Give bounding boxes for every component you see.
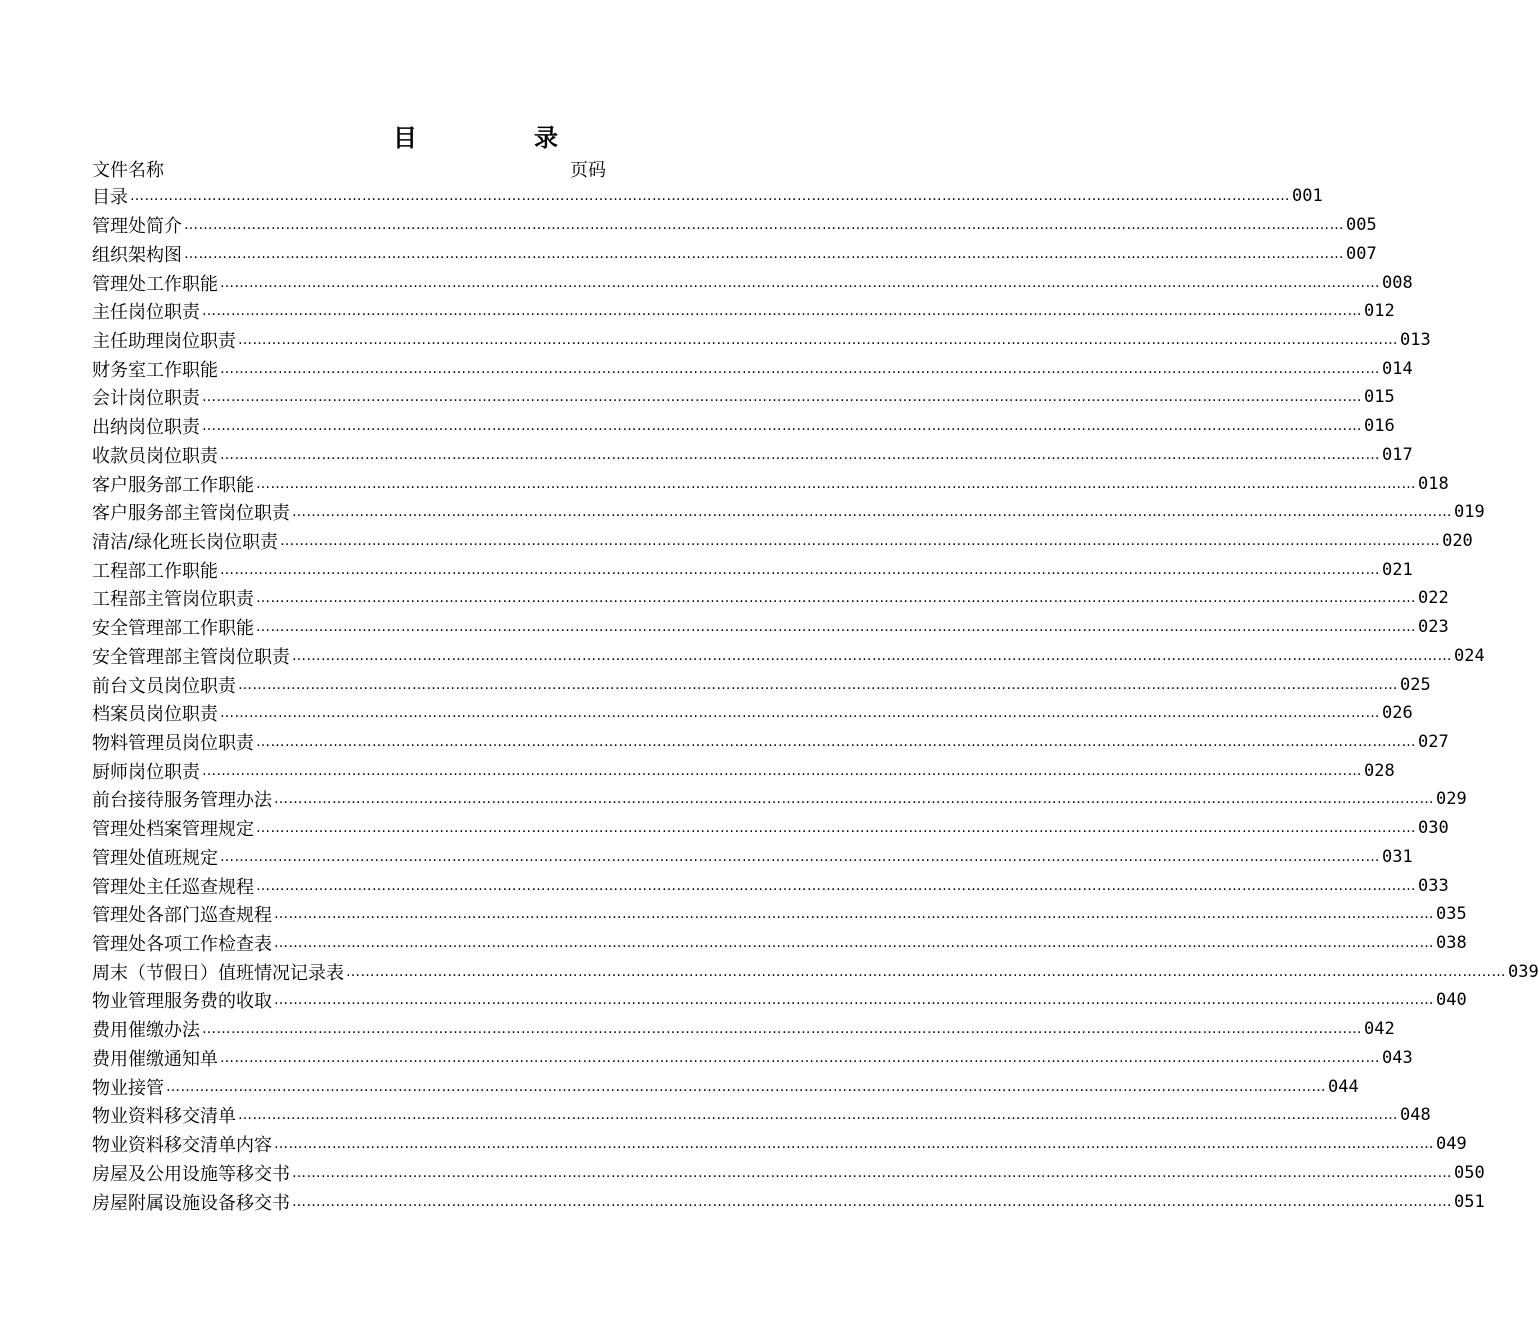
toc-entry-title: 物业资料移交清单 — [92, 1106, 236, 1128]
toc-entry-page-number: 044 — [1328, 1076, 1359, 1097]
toc-dot-leader: …………………………………………………………………………………………………………………………………………………………………………………………………………………… — [238, 1107, 1398, 1124]
toc-entry-title: 物业接管 — [92, 1077, 164, 1099]
toc-entry-title: 工程部工作职能 — [92, 560, 218, 582]
toc-entry — [92, 929, 1467, 958]
toc-entry-title: 档案员岗位职责 — [92, 704, 218, 726]
toc-dot-leader: …………………………………………………………………………………………………………………………………………………………………………………………………………………… — [184, 245, 1344, 262]
toc-entry-page-number: 025 — [1400, 674, 1431, 695]
toc-entry-title: 财务室工作职能 — [92, 359, 218, 381]
toc-dot-leader: …………………………………………………………………………………………………………………………………………………………………………………………………………………… — [292, 1164, 1452, 1181]
toc-entry — [92, 268, 1413, 297]
toc-entry — [92, 728, 1449, 757]
toc-entry-page-number: 028 — [1364, 760, 1395, 781]
toc-entry-page-number: 022 — [1418, 588, 1449, 609]
toc-entry-title: 客户服务部工作职能 — [92, 474, 254, 496]
toc-dot-leader: …………………………………………………………………………………………………………………………………………………………………………………………………………………… — [256, 475, 1416, 492]
toc-entry — [92, 670, 1431, 699]
toc-entry-page-number: 030 — [1418, 818, 1449, 839]
toc-entry-title: 费用催缴办法 — [92, 1020, 200, 1042]
page-number-column-label: 页码 — [570, 160, 606, 181]
toc-entry-page-number: 023 — [1418, 617, 1449, 638]
toc-entry-title: 安全管理部工作职能 — [92, 618, 254, 640]
toc-entry-page-number: 020 — [1442, 530, 1473, 551]
toc-entry-page-number: 014 — [1382, 358, 1413, 379]
toc-entry-title: 房屋附属设施设备移交书 — [92, 1192, 290, 1214]
toc-dot-leader: …………………………………………………………………………………………………………………………………………………………………………………………………………………… — [274, 935, 1434, 952]
toc-dot-leader: …………………………………………………………………………………………………………………………………………………………………………………………………………………… — [220, 446, 1380, 463]
toc-dot-leader: …………………………………………………………………………………………………………………………………………………………………………………………………………………… — [202, 303, 1362, 320]
toc-dot-leader: …………………………………………………………………………………………………………………………………………………………………………………………………………………… — [256, 590, 1416, 607]
toc-entry-title: 出纳岗位职责 — [92, 417, 200, 439]
toc-entry-title: 收款员岗位职责 — [92, 445, 218, 467]
toc-dot-leader: …………………………………………………………………………………………………………………………………………………………………………………………………………………… — [184, 217, 1344, 234]
toc-entry-page-number: 012 — [1364, 301, 1395, 322]
toc-entry-page-number: 018 — [1418, 473, 1449, 494]
toc-entry — [92, 584, 1449, 613]
toc-entry-page-number: 042 — [1364, 1019, 1395, 1040]
toc-entry — [92, 699, 1413, 728]
toc-entry-title: 管理处主任巡查规程 — [92, 876, 254, 898]
toc-entry-title: 房屋及公用设施等移交书 — [92, 1163, 290, 1185]
toc-dot-leader: …………………………………………………………………………………………………………………………………………………………………………………………………………………… — [202, 1021, 1362, 1038]
toc-dot-leader: …………………………………………………………………………………………………………………………………………………………………………………………………………………… — [238, 331, 1398, 348]
toc-entry — [92, 239, 1377, 268]
toc-entry — [92, 527, 1473, 556]
toc-entry — [92, 814, 1449, 843]
toc-entry-page-number: 021 — [1382, 559, 1413, 580]
toc-entry — [92, 1015, 1395, 1044]
toc-entry-page-number: 049 — [1436, 1134, 1467, 1155]
toc-entry-page-number: 001 — [1292, 186, 1323, 207]
toc-dot-leader: …………………………………………………………………………………………………………………………………………………………………………………………………………………… — [220, 705, 1380, 722]
toc-entry-page-number: 051 — [1454, 1191, 1485, 1212]
toc-entry-title: 管理处档案管理规定 — [92, 819, 254, 841]
toc-entry — [92, 986, 1467, 1015]
toc-entry-page-number: 033 — [1418, 875, 1449, 896]
toc-entry — [92, 1072, 1359, 1101]
toc-entry-page-number: 029 — [1436, 789, 1467, 810]
toc-dot-leader: …………………………………………………………………………………………………………………………………………………………………………………………………………………… — [256, 820, 1416, 837]
toc-dot-leader: …………………………………………………………………………………………………………………………………………………………………………………………………………………… — [166, 1078, 1326, 1095]
toc-entry — [92, 1158, 1485, 1187]
toc-entry-title: 客户服务部主管岗位职责 — [92, 503, 290, 525]
toc-entry-title: 管理处简介 — [92, 216, 182, 238]
toc-list — [92, 182, 1539, 1216]
toc-entry-title: 主任岗位职责 — [92, 302, 200, 324]
toc-entry — [92, 1044, 1413, 1073]
toc-entry — [92, 555, 1413, 584]
toc-dot-leader: …………………………………………………………………………………………………………………………………………………………………………………………………………………… — [292, 647, 1452, 664]
toc-entry-page-number: 016 — [1364, 416, 1395, 437]
toc-header — [92, 156, 627, 180]
toc-dot-leader: …………………………………………………………………………………………………………………………………………………………………………………………………………………… — [274, 1136, 1434, 1153]
toc-entry-page-number: 008 — [1382, 272, 1413, 293]
toc-dot-leader: …………………………………………………………………………………………………………………………………………………………………………………………………………………… — [202, 389, 1362, 406]
toc-entry-title: 前台接待服务管理办法 — [92, 790, 272, 812]
toc-dot-leader: …………………………………………………………………………………………………………………………………………………………………………………………………………………… — [130, 188, 1290, 205]
toc-entry — [92, 297, 1395, 326]
toc-entry-page-number: 024 — [1454, 645, 1485, 666]
toc-entry-page-number: 027 — [1418, 732, 1449, 753]
toc-entry-page-number: 043 — [1382, 1047, 1413, 1068]
toc-entry-page-number: 050 — [1454, 1162, 1485, 1183]
toc-entry-page-number: 026 — [1382, 703, 1413, 724]
toc-entry-page-number: 031 — [1382, 846, 1413, 867]
toc-entry-page-number: 005 — [1346, 215, 1377, 236]
toc-entry — [92, 498, 1485, 527]
toc-dot-leader: …………………………………………………………………………………………………………………………………………………………………………………………………………………… — [346, 963, 1506, 980]
toc-entry-page-number: 035 — [1436, 904, 1467, 925]
toc-entry-title: 物料管理员岗位职责 — [92, 733, 254, 755]
toc-entry — [92, 383, 1395, 412]
toc-entry-title: 安全管理部主管岗位职责 — [92, 646, 290, 668]
toc-dot-leader: …………………………………………………………………………………………………………………………………………………………………………………………………………………… — [274, 992, 1434, 1009]
toc-entry-page-number: 039 — [1508, 961, 1539, 982]
toc-entry — [92, 957, 1539, 986]
toc-dot-leader: …………………………………………………………………………………………………………………………………………………………………………………………………………………… — [220, 274, 1380, 291]
toc-dot-leader: …………………………………………………………………………………………………………………………………………………………………………………………………………………… — [256, 734, 1416, 751]
toc-entry-title: 清洁/绿化班长岗位职责 — [92, 531, 279, 553]
toc-dot-leader: …………………………………………………………………………………………………………………………………………………………………………………………………………………… — [256, 877, 1416, 894]
toc-entry — [92, 756, 1395, 785]
toc-dot-leader: …………………………………………………………………………………………………………………………………………………………………………………………………………………… — [220, 848, 1380, 865]
toc-dot-leader: …………………………………………………………………………………………………………………………………………………………………………………………………………………… — [202, 418, 1362, 435]
toc-entry-title: 管理处各部门巡查规程 — [92, 905, 272, 927]
page-title-char-2: 录 — [534, 123, 558, 152]
file-name-column-label: 文件名称 — [92, 160, 164, 181]
toc-entry — [92, 326, 1431, 355]
toc-entry — [92, 1101, 1431, 1130]
toc-entry — [92, 182, 1323, 211]
toc-entry-title: 管理处各项工作检查表 — [92, 934, 272, 956]
toc-entry — [92, 354, 1413, 383]
toc-dot-leader: …………………………………………………………………………………………………………………………………………………………………………………………………………………… — [280, 532, 1441, 549]
toc-dot-leader: …………………………………………………………………………………………………………………………………………………………………………………………………………………… — [292, 1193, 1452, 1210]
toc-entry-title: 物业资料移交清单内容 — [92, 1135, 272, 1157]
toc-entry — [92, 440, 1413, 469]
page-title — [0, 118, 950, 152]
toc-entry-title: 管理处值班规定 — [92, 847, 218, 869]
toc-entry-title: 周末（节假日）值班情况记录表 — [92, 962, 344, 984]
toc-entry-page-number: 040 — [1436, 990, 1467, 1011]
toc-dot-leader: …………………………………………………………………………………………………………………………………………………………………………………………………………………… — [220, 561, 1380, 578]
toc-dot-leader: …………………………………………………………………………………………………………………………………………………………………………………………………………………… — [238, 676, 1398, 693]
toc-dot-leader: …………………………………………………………………………………………………………………………………………………………………………………………………………………… — [220, 360, 1380, 377]
toc-entry — [92, 613, 1449, 642]
toc-entry — [92, 900, 1467, 929]
toc-entry-page-number: 007 — [1346, 243, 1377, 264]
toc-entry-title: 工程部主管岗位职责 — [92, 589, 254, 611]
toc-dot-leader: …………………………………………………………………………………………………………………………………………………………………………………………………………………… — [274, 791, 1434, 808]
toc-entry — [92, 1187, 1485, 1216]
toc-entry — [92, 642, 1485, 671]
toc-entry-page-number: 019 — [1454, 502, 1485, 523]
toc-entry-title: 厨师岗位职责 — [92, 761, 200, 783]
toc-entry-page-number: 038 — [1436, 933, 1467, 954]
toc-entry-page-number: 015 — [1364, 387, 1395, 408]
toc-entry-title: 物业管理服务费的收取 — [92, 991, 272, 1013]
toc-dot-leader: …………………………………………………………………………………………………………………………………………………………………………………………………………………… — [292, 504, 1452, 521]
toc-entry — [92, 843, 1413, 872]
toc-entry — [92, 785, 1467, 814]
toc-entry — [92, 1130, 1467, 1159]
page-title-char-1: 目 — [393, 123, 417, 152]
toc-entry — [92, 469, 1449, 498]
toc-dot-leader: …………………………………………………………………………………………………………………………………………………………………………………………………………………… — [220, 1049, 1380, 1066]
toc-entry-title: 目录 — [92, 187, 128, 209]
toc-entry-title: 会计岗位职责 — [92, 388, 200, 410]
toc-entry-page-number: 013 — [1400, 329, 1431, 350]
toc-entry-title: 费用催缴通知单 — [92, 1048, 218, 1070]
toc-entry-title: 组织架构图 — [92, 244, 182, 266]
toc-entry-title: 管理处工作职能 — [92, 273, 218, 295]
toc-dot-leader: …………………………………………………………………………………………………………………………………………………………………………………………………………………… — [256, 619, 1416, 636]
toc-entry — [92, 871, 1449, 900]
toc-dot-leader: …………………………………………………………………………………………………………………………………………………………………………………………………………………… — [274, 906, 1434, 923]
toc-entry — [92, 412, 1395, 441]
toc-entry-title: 主任助理岗位职责 — [92, 330, 236, 352]
toc-entry-page-number: 048 — [1400, 1105, 1431, 1126]
toc-entry-title: 前台文员岗位职责 — [92, 675, 236, 697]
toc-entry-page-number: 017 — [1382, 444, 1413, 465]
toc-dot-leader: …………………………………………………………………………………………………………………………………………………………………………………………………………………… — [202, 762, 1362, 779]
toc-entry — [92, 211, 1377, 240]
